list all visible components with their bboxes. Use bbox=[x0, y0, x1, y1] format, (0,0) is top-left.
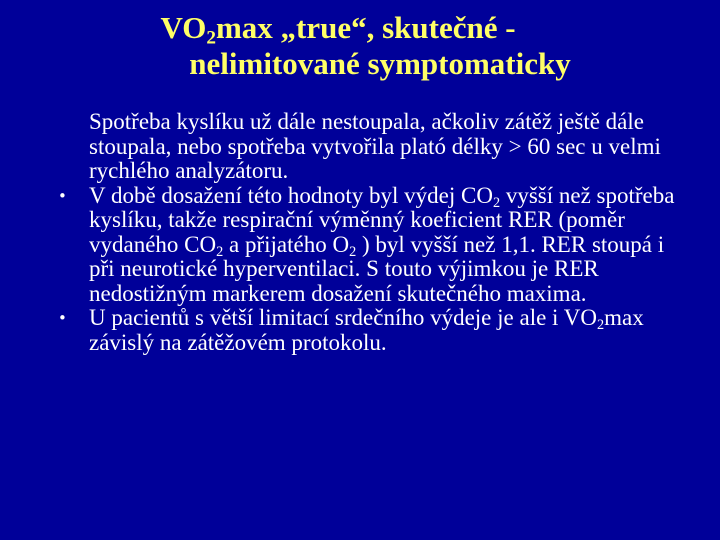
subscript: 2 bbox=[216, 243, 224, 260]
subscript: 2 bbox=[597, 316, 605, 333]
slide-body bbox=[56, 110, 676, 355]
bullet-icon: • bbox=[58, 309, 67, 327]
paragraph-text: vyšší než spotřeba kyslíku, takže respirační výměnný koeficient RER (poměr vydaného CO bbox=[89, 182, 675, 257]
paragraph-text: a přijatého O bbox=[223, 231, 350, 257]
slide-title-line-1 bbox=[0, 10, 720, 49]
paragraph-text: V době dosažení této hodnoty byl výdej CO bbox=[89, 182, 493, 208]
subscript: 2 bbox=[349, 243, 357, 260]
bullet-point bbox=[56, 184, 676, 307]
subscript: 2 bbox=[492, 194, 501, 211]
paragraph-text: max závislý na zátěžovém protokolu. bbox=[89, 305, 644, 355]
paragraph-text: ) byl vyšší než 1,1. RER stoupá i při neurotické hyperventilaci. S touto výjimkou je RER nedostižným markerem dosažení skutečného maxima. bbox=[89, 231, 665, 306]
title-text-prefix: VO bbox=[160, 10, 207, 45]
paragraph-text: U pacientů s větší limitací srdečního výdeje je ale i VO bbox=[89, 305, 597, 330]
slide-title bbox=[0, 10, 720, 82]
body-paragraph bbox=[56, 110, 676, 184]
title-subscript: 2 bbox=[206, 27, 216, 49]
title-text-suffix: max „true“, skutečné - bbox=[215, 10, 516, 45]
paragraph-text: Spotřeba kyslíku už dále nestoupala, ačkoliv zátěž ještě dále stoupala, nebo spotřeba vytvořila plató délky > 60 sec u velmi rychlého analyzátoru. bbox=[89, 109, 661, 183]
bullet-point bbox=[56, 306, 676, 355]
slide-title-line-2: nelimitované symptomaticky bbox=[189, 46, 571, 81]
bullet-icon: • bbox=[58, 186, 67, 205]
